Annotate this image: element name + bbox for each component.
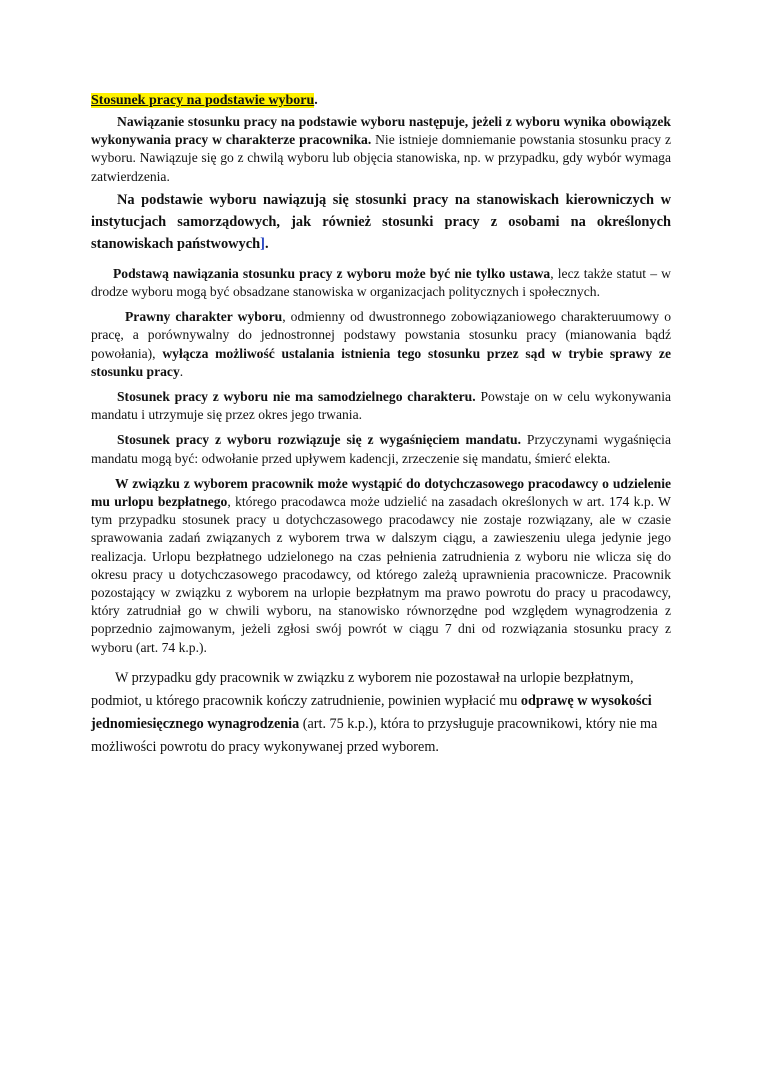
paragraph-8 (91, 667, 671, 759)
paragraph-8-text-2: (art. 75 k.p.), która to przysługuje pracownikowi, który nie ma możliwości powrotu do pracy wykonywanej przed wyborem. (91, 715, 658, 755)
paragraph-1-text: Nie istnieje domniemanie powstania stosunku pracy z wyboru. Nawiązuje się go z chwilą wyboru lub objęcia stanowiska, np. w przypadku, gdy wybór wymaga zatwierdzenia. (91, 132, 671, 184)
paragraph-1-bold: Nawiązanie stosunku pracy na podstawie wyboru następuje, jeżeli z wyboru wynika obowiązek wykonywania pracy w charakterze pracownika. (91, 114, 671, 148)
paragraph-4 (91, 308, 671, 381)
paragraph-5-text: Powstaje on w celu wykonywania mandatu i utrzymuje się przez okres jego trwania. (91, 389, 672, 423)
paragraph-6-text: Przyczynami wygaśnięcia mandatu mogą być: odwołanie przed upływem kadencji, zrzeczenie się mandatu, śmierć elekta. (91, 432, 671, 466)
footnote-link[interactable]: ] (260, 235, 265, 252)
paragraph-5-bold: Stosunek pracy z wyboru nie ma samodzielnego charakteru. (117, 389, 476, 405)
paragraph-4-text-1: , odmienny od dwustronnego zobowiązaniowego charakteruumowy o pracę, a porównywalny do jednostronnej podstawy powstania stosunku pracy (mianowania bądź powołania), (91, 309, 671, 361)
paragraph-7 (91, 475, 671, 657)
paragraph-3 (91, 265, 671, 301)
paragraph-6-bold: Stosunek pracy z wyboru rozwiązuje się z wygaśnięciem mandatu. (117, 432, 521, 448)
paragraph-7-text: , którego pracodawca może udzielić na zasadach określonych w art. 174 k.p. W tym przypadku stosunek pracy u dotychczasowego pracodawcy nie zostaje rozwiązany, ale w czasie sprawowania zadań związanych z wyborem trwa w dalszym ciągu, a zawieszeniu ulega jedynie jego realizacja. Urlopu bezpłatnego udzielonego na czas pełnienia zatrudnienia z wyboru nie wlicza się do okresu pracy u dotychczasowego pracodawcy, od którego zależą uprawnienia pracownicze. Pracownik pozostający w związku z wyborem na urlopie bezpłatnym ma prawo powrotu do pracy u pracodawcy, który zatrudniał go w chwili wyboru, na stanowisko równorzędne pod względem wynagrodzenia z poprzednio zajmowanym, jeżeli zgłosi swój powrót w ciągu 7 dni od rozwiązania stosunku pracy z wyboru (art. 74 k.p.). (91, 494, 671, 655)
page-title: Stosunek pracy na podstawie wyboru (91, 93, 315, 108)
paragraph-4-end: . (179, 363, 184, 379)
paragraph-8-bold: odprawę w wysokości jednomiesięcznego wynagrodzenia (91, 692, 652, 732)
paragraph-1 (91, 113, 671, 186)
paragraph-5 (91, 388, 671, 424)
paragraph-2-end: . (264, 235, 269, 252)
document-page (91, 92, 671, 759)
paragraph-4-bold-2: wyłącza możliwość ustalania istnienia tego stosunku przez sąd w trybie sprawy ze stosunku pracy (91, 345, 672, 379)
paragraph-3-bold: Podstawą nawiązania stosunku pracy z wyboru może być nie tylko ustawa (113, 265, 551, 281)
paragraph-2 (91, 189, 671, 255)
paragraph-2-bold: Na podstawie wyboru nawiązują się stosunki pracy na stanowiskach kierowniczych w instytucjach samorządowych, jak również stosunki pracy z osobami na określonych stanowiskach państwowych (91, 191, 671, 252)
paragraph-3-text: , lecz także statut – w drodze wyboru mogą być obsadzane stanowiska w organizacjach politycznych i społecznych. (91, 265, 671, 300)
heading-line (91, 92, 671, 110)
title-period: . (314, 93, 318, 108)
paragraph-6 (91, 431, 671, 467)
paragraph-7-bold: W związku z wyborem pracownik może wystąpić do dotychczasowego pracodawcy o udzielenie mu urlopu bezpłatnego (91, 475, 671, 510)
paragraph-4-bold-1: Prawny charakter wyboru (125, 309, 283, 325)
paragraph-8-text-1: W przypadku gdy pracownik w związku z wyborem nie pozostawał na urlopie bezpłatnym, podmiot, u którego pracownik kończy zatrudnienie, powinien wypłacić mu (91, 669, 634, 709)
